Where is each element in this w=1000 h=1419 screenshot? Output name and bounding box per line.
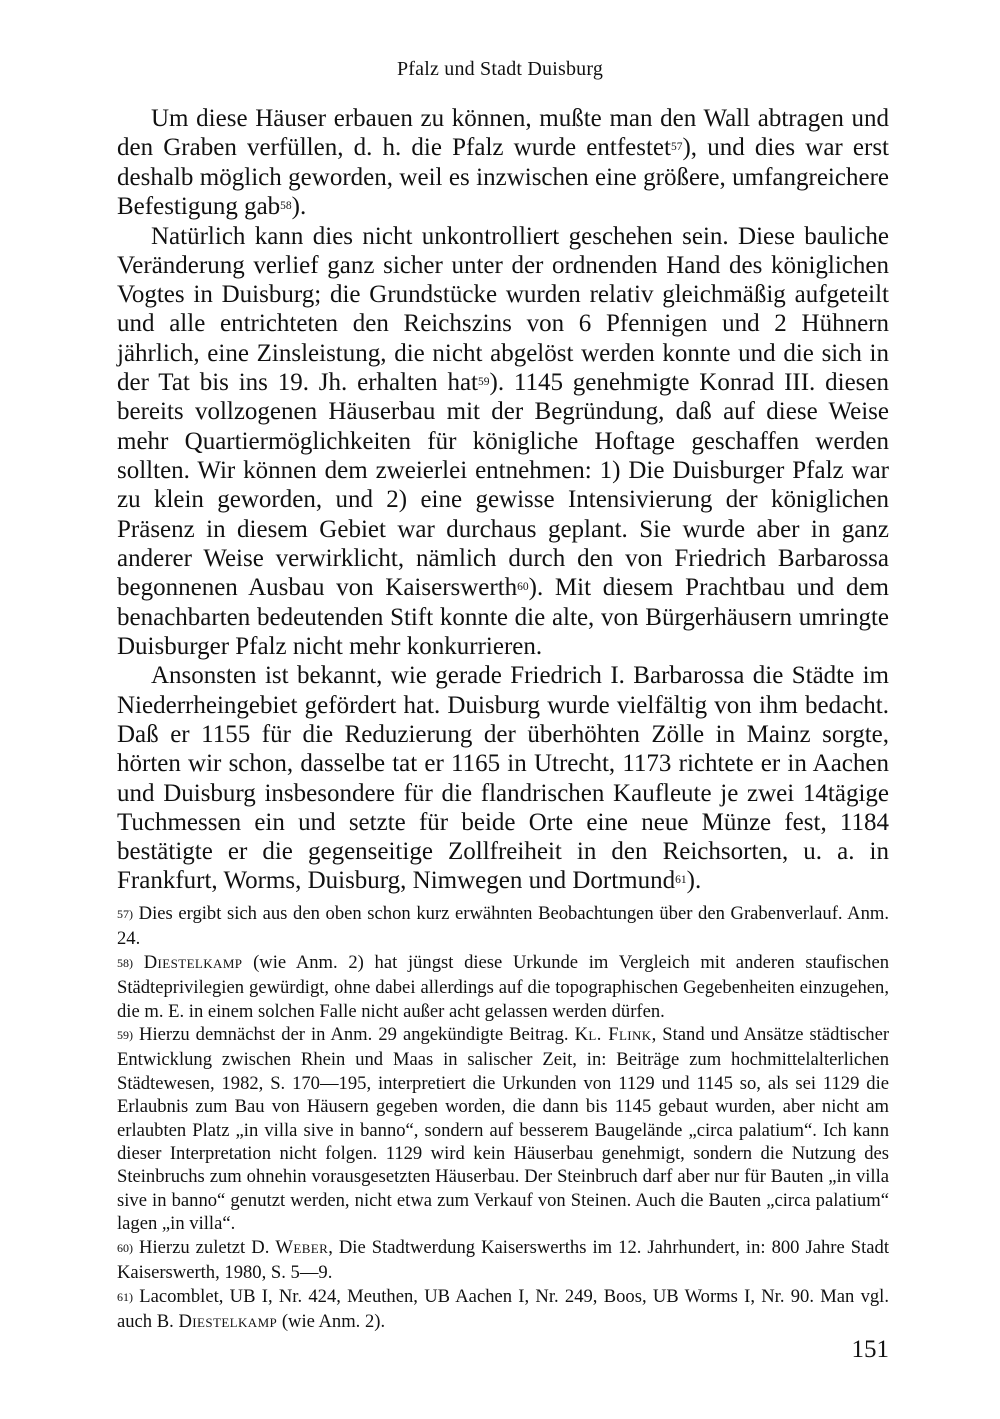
paragraph-text: ). 1145 genehmigte Konrad III. diesen bereits vollzogenen Häuserbau mit der Begründung, daß auf diese Weise mehr Quartiermöglichkeiten für königliche Hoftage geschaffen werden sollten. Wir können dem zweierlei entnehmen: 1) Die Duisburger Pfalz war zu klein geworden, und 2) eine gewisse Intensivierung der königlichen Präsenz in diesem Gebiet war durchaus geplant. Sie wurde aber in ganz anderer Weise verwirklicht, nämlich durch den von Friedrich Barbarossa begonnenen Ausbau von Kaiserswerth [117,369,890,602]
paragraph-text: ). [686,867,702,895]
footnote-text: (wie Anm. 2) hat jüngst diese Urkunde im Vergleich mit anderen staufischen Städteprivilegien gewürdigt, ohne dabei allerdings auf die topographischen Gegebenheiten einzugehen, die m. E. in einem solchen Falle nicht außer acht gelassen werden dürfen. [117,951,889,1022]
footnote-61 [117,1285,889,1334]
footnote-number: 57) [117,907,133,921]
footnotes [117,902,889,1333]
footnote-ref-61: 61 [675,874,687,887]
footnote-57 [117,902,889,951]
footnote-number: 59) [117,1028,133,1043]
author-name: Diestelkamp [178,1310,278,1332]
footnote-text: , Stand und Ansätze städtischer Entwicklung zwischen Rhein und Maas in salischer Zeit, in: Beiträge zum hochmittelalterlichen Städtewesen, 1982, S. 170—195, interpretiert die Urkunden von 1129 und 1145 so, als sei 1129 die Erlaubnis zum Bau von Häusern gegeben worden, die dann bis 1145 gebaut wurden, aber nicht am erlaubten Platz „in villa sive in banno“, sondern auf besserem Baugelände „circa palatium“. Ich kann dieser Interpretation nicht folgen. 1129 wird kein Häuserbau genehmigt, sondern die Nutzung des Steinbruchs zum ohnehin vorausgesetzten Häuserbau. Der Steinbruch darf aber nur für Bauten „in villa sive in banno“ genutzt werden, nicht etwa zum Verkauf von Steinen. Auch die Bauten „circa palatium“ lagen „in villa“. [117,1024,890,1235]
paragraph-1 [117,104,889,222]
paragraph-text: Ansonsten ist bekannt, wie gerade Friedrich I. Barbarossa die Städte im Niederrheingebiet gefördert hat. Duisburg wurde vielfältig von ihm bedacht. Daß er 1155 für die Reduzierung der überhöhten Zölle in Mainz sorgte, hörten wir schon, dasselbe tat er 1165 in Utrecht, 1173 richtete er in Aachen und Duisburg insbesondere für die flandrischen Kaufleute je zwei 14tägige Tuchmessen ein und setzte für beide Orte eine neue Münze fest, 1184 bestätigte er die gegenseitige Zollfreiheit in den Reichsorten, u. a. in Frankfurt, Worms, Duisburg, Nimwegen und Dortmund [117,662,889,895]
paragraph-text: Um diese Häuser erbauen zu können, mußte man den Wall abtragen und den Graben verfüllen, d. h. die Pfalz wurde entfestet [117,105,889,162]
author-name: Diestelkamp [143,951,243,973]
footnote-58 [117,951,889,1023]
paragraph-text: ), und dies war erst deshalb möglich geworden, weil es inzwischen eine größere, umfangreichere Befestigung gab [117,134,890,221]
footnote-60 [117,1236,889,1285]
main-text [117,104,889,896]
author-name: Weber [275,1236,329,1258]
footnote-number: 58) [117,955,133,970]
paragraph-text: ). [291,193,307,221]
footnote-text: Dies ergibt sich aus den oben schon kurz erwähnten Beobachtungen über den Grabenverlauf. Anm. 24. [117,903,889,950]
paragraph-text: ). Mit diesem Prachtbau und dem benachbarten bedeutenden Stift konnte die alte, von Bürgerhäusern umringte Duisburger Pfalz nicht mehr konkurrieren. [117,574,889,661]
footnote-ref-57: 57 [670,141,683,154]
footnote-number: 61) [117,1289,133,1304]
footnote-ref-60: 60 [517,581,529,594]
footnote-text: Lacomblet, UB I, Nr. 424, Meuthen, UB Aachen I, Nr. 249, Boos, UB Worms I, Nr. 90. Man vgl. auch B. [117,1285,889,1332]
footnote-text: Hierzu zuletzt D. [133,1236,276,1258]
paragraph-text: Natürlich kann dies nicht unkontrolliert geschehen sein. Diese bauliche Veränderung verlief ganz sicher unter der ordnenden Hand des königlichen Vogtes in Duisburg; die Grundstücke wurden relativ gleichmäßig aufgeteilt und alle entrichteten den Reichszins von 6 Pfennigen und 2 Hühnern jährlich, eine Zinsleistung, die nicht abgelöst werden konnte und die sich in der Tat bis ins 19. Jh. erhalten hat [117,222,889,397]
footnote-ref-58: 58 [280,200,292,213]
paragraph-2 [117,222,889,662]
footnote-59 [117,1023,889,1236]
footnote-text: (wie Anm. 2). [277,1310,386,1332]
author-name: Kl. Flink [574,1024,652,1046]
running-head: Pfalz und Stadt Duisburg [396,58,604,80]
footnote-ref-59: 59 [478,376,490,389]
footnote-text: , Die Stadtwerdung Kaiserswerths im 12. Jahrhundert, in: 800 Jahre Stadt Kaiserswerth, 1980, S. 5—9. [117,1236,890,1284]
page-number: 151 [851,1336,889,1363]
footnote-text: Hierzu demnächst der in Anm. 29 angekündigte Beitrag. [133,1024,575,1046]
paragraph-3 [117,661,889,896]
footnote-number: 60) [117,1240,133,1255]
